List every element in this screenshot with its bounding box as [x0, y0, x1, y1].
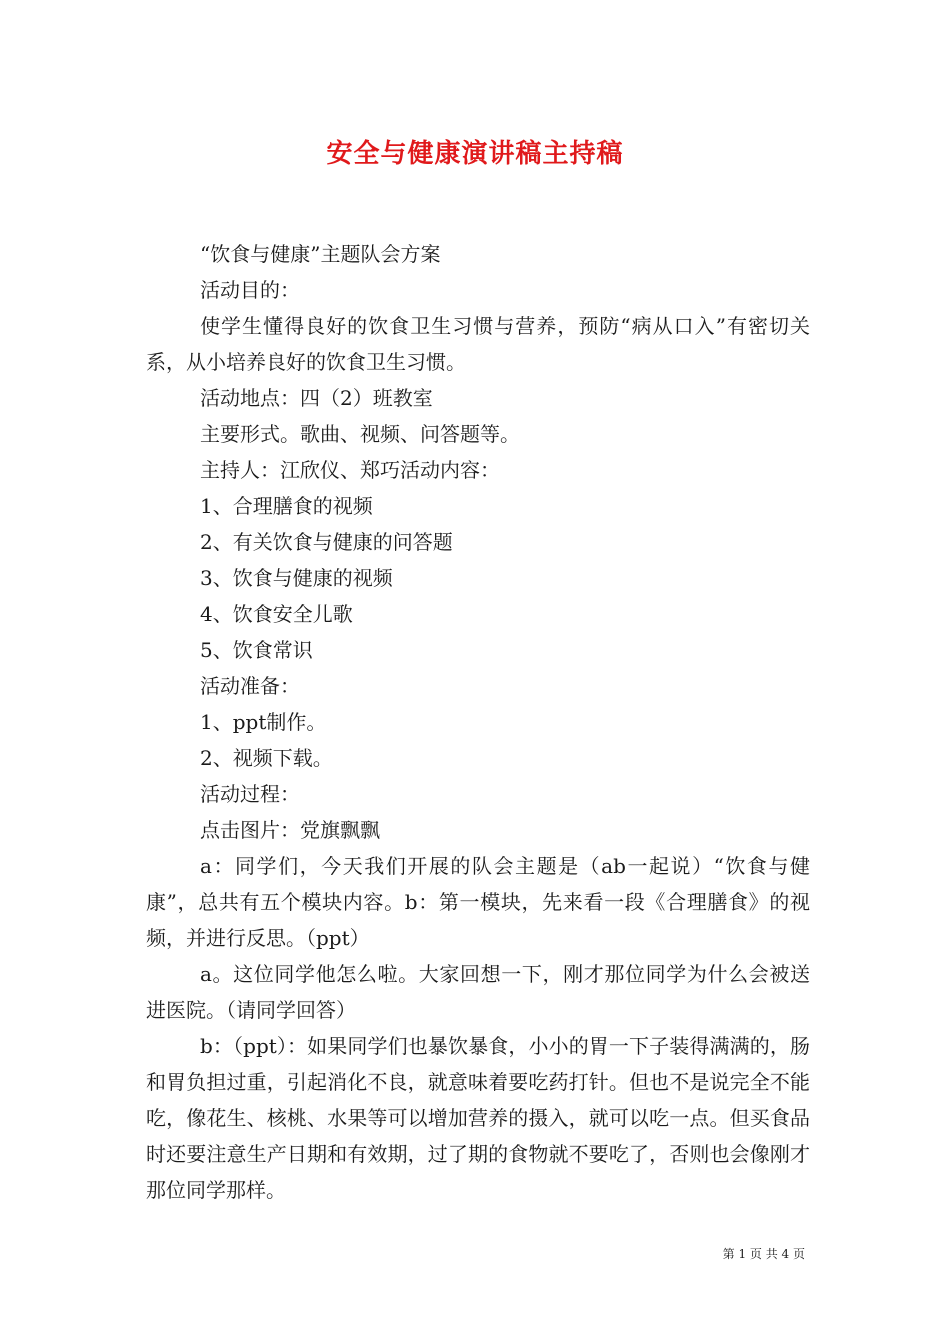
list-item: 4、饮食安全儿歌 [200, 602, 353, 626]
paragraph: 活动过程： [200, 782, 300, 806]
list-item: 2、有关饮食与健康的问答题 [200, 530, 453, 554]
page-footer: 第 1 页 共 4 页 [722, 1247, 805, 1261]
paragraph: 点击图片：党旗飘飘 [200, 818, 380, 842]
list-item: 2、视频下载。 [200, 746, 333, 770]
paragraph: 活动地点：四（2）班教室 [200, 386, 433, 410]
paragraph: 主要形式。歌曲、视频、问答题等。 [200, 422, 520, 446]
paragraph: b：（ppt）：如果同学们也暴饮暴食，小小的胃一下子装得满满的，肠和胃负担过重，引起消化不良，就意味着要吃药打针。但也不是说完全不能吃，像花生、核桃、水果等可以增加营养的摄入，就可以吃一点。但买食品时还要注意生产日期和有效期，过了期的食物就不要吃了，否则也会像刚才那位同学那样。 [146, 1034, 810, 1202]
list-item: 3、饮食与健康的视频 [200, 566, 393, 590]
paragraph: 活动目的： [200, 278, 300, 302]
list-item: 1、ppt制作。 [200, 710, 327, 734]
paragraph: a。这位同学他怎么啦。大家回想一下，刚才那位同学为什么会被送进医院。（请同学回答） [146, 962, 810, 1022]
paragraph-heading: “饮食与健康”主题队会方案 [200, 242, 441, 266]
paragraph: 主持人：江欣仪、郑巧活动内容： [200, 458, 500, 482]
paragraph: 使学生懂得良好的饮食卫生习惯与营养，预防“病从口入”有密切关系，从小培养良好的饮食卫生习惯。 [146, 314, 810, 374]
paragraph: a：同学们，今天我们开展的队会主题是（ab一起说）“饮食与健康”，总共有五个模块内容。b：第一模块，先来看一段《合理膳食》的视频，并进行反思。（ppt） [146, 854, 810, 950]
list-item: 1、合理膳食的视频 [200, 494, 373, 518]
paragraph: 活动准备： [200, 674, 300, 698]
list-item: 5、饮食常识 [200, 638, 313, 662]
page-title: 安全与健康演讲稿主持稿 [326, 139, 624, 169]
document-body [146, 236, 810, 1208]
